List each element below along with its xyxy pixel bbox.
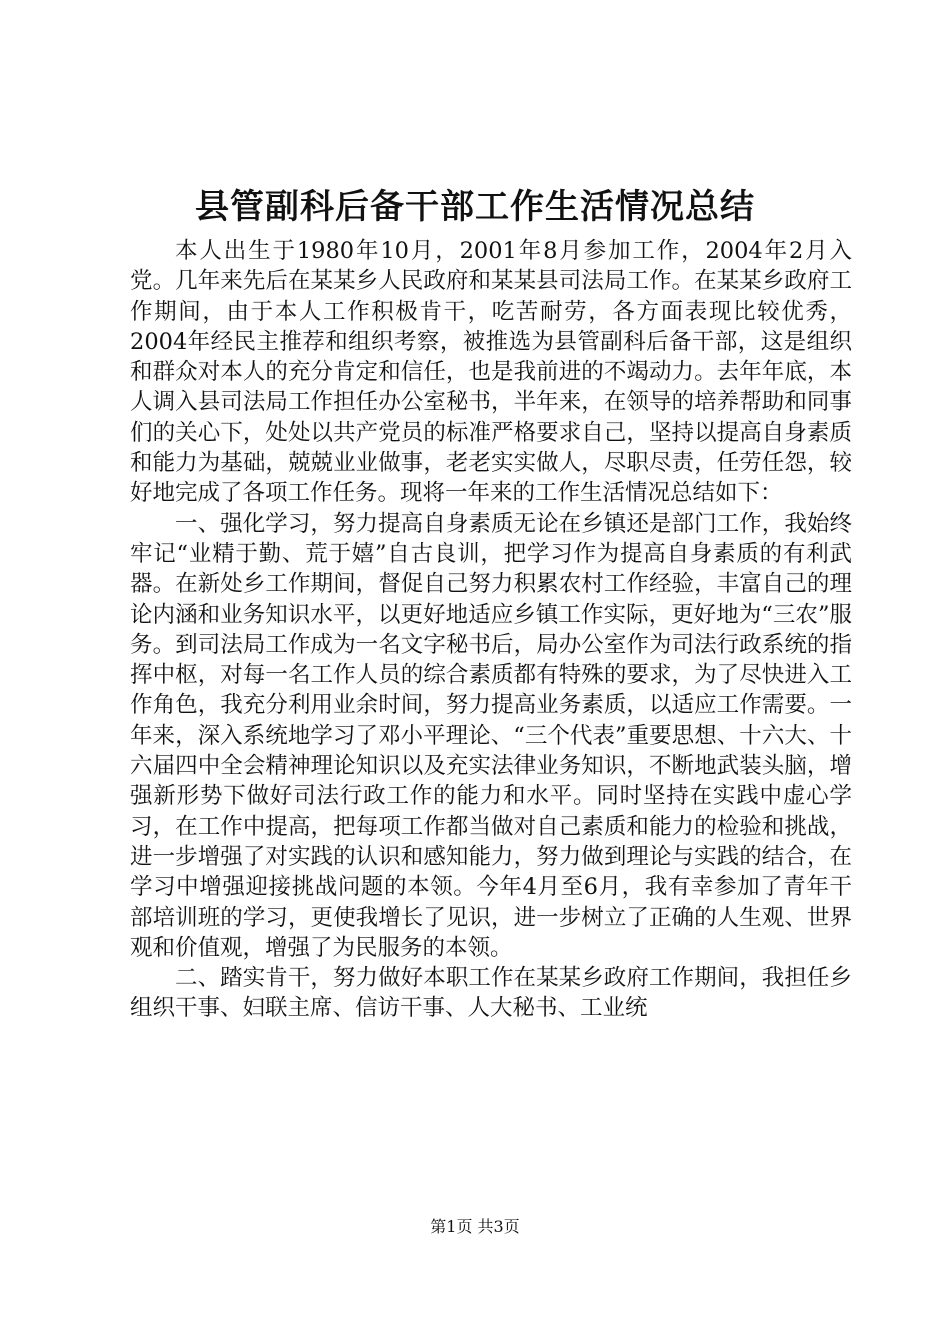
paragraph-intro: 本人出生于1980年10月，2001年8月参加工作，2004年2月入党。几年来先后在某某乡人民政府和某某县司法局工作。在某某乡政府工作期间，由于本人工作积极肯干，吃苦耐劳，各方面表现比较优秀，2004年经民主推荐和组织考察，被推选为县管副科后备干部，这是组织和群众对本人的充分肯定和信任，也是我前进的不竭动力。去年年底，本人调入县司法局工作担任办公室秘书，半年来，在领导的培养帮助和同事们的关心下，处处以共产党员的标准严格要求自己，坚持以提高自身素质和能力为基础，兢兢业业做事，老老实实做人，尽职尽责，任劳任怨，较好地完成了各项工作任务。现将一年来的工作生活情况总结如下： bbox=[130, 238, 852, 507]
document-title: 县管副科后备干部工作生活情况总结 bbox=[195, 187, 755, 227]
paragraph-section-one: 一、强化学习，努力提高自身素质无论在乡镇还是部门工作，我始终牢记“业精于勤、荒于嬉”自古良训，把学习作为提高自身素质的有利武器。在新处乡工作期间，督促自己努力积累农村工作经验，丰富自己的理论内涵和业务知识水平，以更好地适应乡镇工作实际，更好地为“三农”服务。到司法局工作成为一名文字秘书后，局办公室作为司法行政系统的指挥中枢，对每一名工作人员的综合素质都有特殊的要求，为了尽快进入工作角色，我充分利用业余时间，努力提高业务素质，以适应工作需要。一年来，深入系统地学习了邓小平理论、“三个代表”重要思想、十六大、十六届四中全会精神理论知识以及充实法律业务知识，不断地武装头脑，增强新形势下做好司法行政工作的能力和水平。同时坚持在实践中虚心学习，在工作中提高，把每项工作都当做对自己素质和能力的检验和挑战，进一步增强了对实践的认识和感知能力，努力做到理论与实践的结合，在学习中增强迎接挑战问题的本领。今年4月至6月，我有幸参加了青年干部培训班的学习，更使我增长了见识，进一步树立了正确的人生观、世界观和价值观，增强了为民服务的本领。 bbox=[130, 510, 852, 961]
document-body bbox=[130, 236, 852, 1024]
paragraph-section-two: 二、踏实肯干，努力做好本职工作在某某乡政府工作期间，我担任乡组织干事、妇联主席、信访干事、人大秘书、工业统 bbox=[130, 965, 852, 1022]
page-number-footer: 第1页 共3页 bbox=[430, 1217, 520, 1236]
